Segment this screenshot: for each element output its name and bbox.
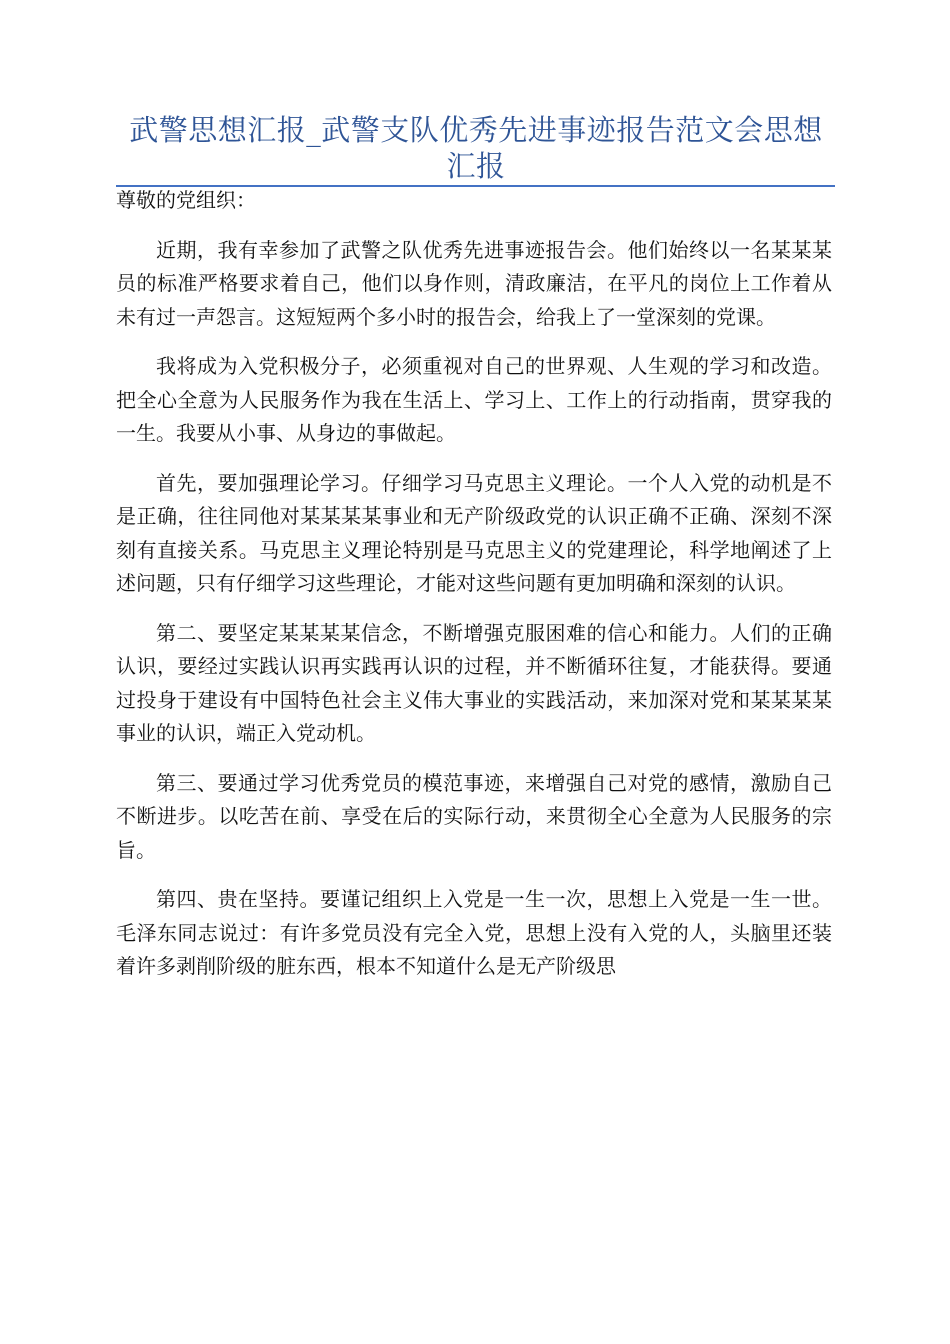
salutation: 尊敬的党组织： — [116, 188, 256, 212]
paragraph-4: 第二、要坚定某某某某信念，不断增强克服困难的信心和能力。人们的正确认识，要经过实践认识再实践再认识的过程，并不断循环往复，才能获得。要通过投身于建设有中国特色社会主义伟大事业的实践活动，来加深对党和某某某某事业的认识，端正入党动机。 — [116, 620, 832, 745]
document-body — [116, 180, 832, 984]
document-title: 武警思想汇报_武警支队优秀先进事迹报告范文会思想汇报 — [129, 113, 823, 183]
paragraph-5: 第三、要通过学习优秀党员的模范事迹，来增强自己对党的感情，激励自己不断进步。以吃苦在前、享受在后的实际行动，来贯彻全心全意为人民服务的宗旨。 — [116, 770, 832, 862]
paragraph-2: 我将成为入党积极分子，必须重视对自己的世界观、人生观的学习和改造。把全心全意为人民服务作为我在生活上、学习上、工作上的行动指南，贯穿我的一生。我要从小事、从身边的事做起。 — [116, 354, 832, 445]
paragraph-3: 首先，要加强理论学习。仔细学习马克思主义理论。一个人入党的动机是不是正确，往往同他对某某某某事业和无产阶级政党的认识正确不正确、深刻不深刻有直接关系。马克思主义理论特别是马克思主义的党建理论，科学地阐述了上述问题，只有仔细学习这些理论，才能对这些问题有更加明确和深刻的认识。 — [116, 470, 832, 595]
paragraph-6: 第四、贵在坚持。要谨记组织上入党是一生一次，思想上入党是一生一世。毛泽东同志说过：有许多党员没有完全入党，思想上没有入党的人，头脑里还装着许多剥削阶级的脏东西，根本不知道什么是无产阶级思 — [116, 887, 832, 978]
paragraph-1: 近期，我有幸参加了武警之队优秀先进事迹报告会。他们始终以一名某某某员的标准严格要求着自己，他们以身作则，清政廉洁，在平凡的岗位上工作着从未有过一声怨言。这短短两个多小时的报告会，给我上了一堂深刻的党课。 — [116, 237, 832, 329]
